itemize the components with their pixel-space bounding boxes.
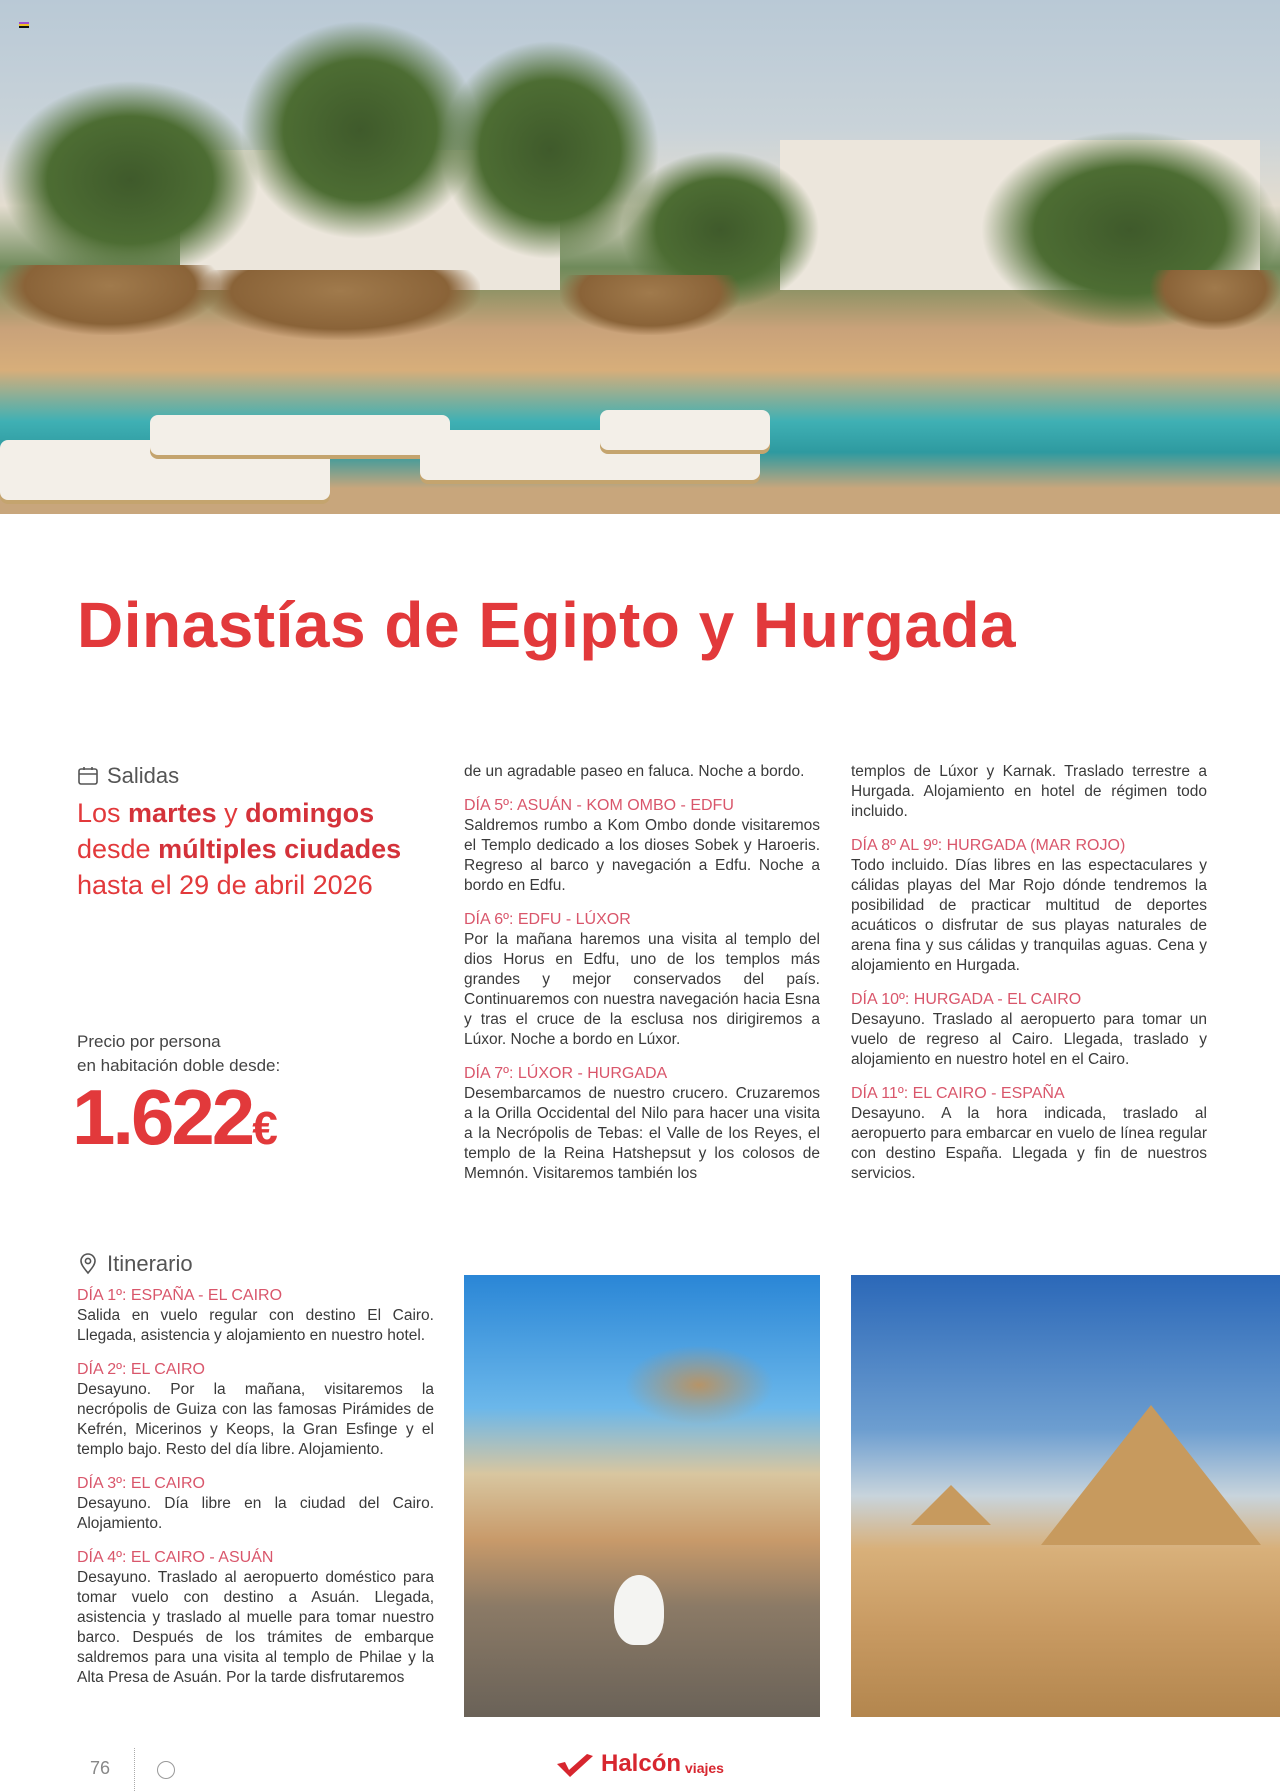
salidas-day: domingos [245, 798, 375, 828]
day-text: templos de Lúxor y Karnak. Traslado terrestre a Hurgada. Alojamiento en hotel de régimen todo incluido. [851, 763, 1207, 820]
day-text: Desayuno. Traslado al aeropuerto para tomar un vuelo de regreso al Cairo. Llegada, traslado y alojamiento en nuestro hotel en el Cairo. [851, 1011, 1207, 1068]
day-text: Desayuno. A la hora indicada, traslado al aeropuerto para embarcar en vuelo de línea regular con destino España. Llegada y fin de nuestros servicios. [851, 1105, 1207, 1182]
day-heading: DÍA 10º: HURGADA - EL CAIRO [851, 991, 1082, 1008]
salidas-part: y [216, 798, 246, 828]
hero-photo-resort-beach [0, 0, 1280, 514]
brand-suffix: viajes [685, 1760, 724, 1776]
day-text: Desembarcamos de nuestro crucero. Cruzaremos a la Orilla Occidental del Nilo para hacer una visita a la Necrópolis de Tebas: el Valle de los Reyes, el templo de la Reina Hatshepsut y los colosos de Memnón. Visitaremos también los [464, 1085, 820, 1182]
price-label [77, 1030, 280, 1078]
day-text: Salida en vuelo regular con destino El Cairo. Llegada, asistencia y alojamiento en nuestro hotel. [77, 1307, 434, 1344]
brand-name: Halcón [601, 1750, 682, 1777]
day-heading: DÍA 5º: ASUÁN - KOM OMBO - EDFU [464, 797, 734, 814]
day-text: Todo incluido. Días libres en las espectaculares y cálidas playas del Mar Rojo dónde tendremos la posibilidad de practicar multitud de deportes acuáticos o disfrutar de sus playas naturales de arena fina y sus cálidas y tranquilas aguas. Cena y alojamiento en Hurgada. [851, 857, 1207, 974]
salidas-cities: múltiples ciudades [158, 834, 402, 864]
day-heading: DÍA 1º: ESPAÑA - EL CAIRO [77, 1287, 283, 1304]
halcon-viajes-logo [555, 1750, 724, 1778]
day-text: de un agradable paseo en faluca. Noche a bordo. [464, 763, 805, 780]
price-value [72, 1072, 278, 1163]
salidas-text [77, 795, 417, 903]
itinerario-label: Itinerario [107, 1251, 193, 1276]
day-heading: DÍA 8º AL 9º: HURGADA (MAR ROJO) [851, 837, 1126, 854]
price-label-line2: en habitación doble desde: [77, 1056, 281, 1075]
price-currency: € [252, 1102, 278, 1154]
day-text: Desayuno. Traslado al aeropuerto doméstico para tomar vuelo con destino a Asuán. Llegada, asistencia y traslado al muelle para tomar nuestro barco. Después de los trámites de embarque saldremos para una visita al templo de Philae y la Alta Presa de Asuán. Por la tarde disfrutaremos [77, 1569, 434, 1686]
page-title: Dinastías de Egipto y Hurgada [77, 589, 1017, 661]
calendar-icon [77, 765, 99, 787]
day-text: Por la mañana haremos una visita al templo del dios Horus en Edfu, uno de los templos más grandes y mejor conservados del país. Continuaremos con nuestra navegación hacia Esna y tras el cruce de la esclusa nos dirigiremos a Lúxor. Noche a bordo en Lúxor. [464, 931, 820, 1048]
page-number: 76 [90, 1758, 111, 1778]
location-pin-icon [77, 1253, 99, 1275]
price-label-line1: Precio por persona [77, 1032, 221, 1051]
day-heading: DÍA 3º: EL CAIRO [77, 1475, 205, 1492]
itinerario-heading [77, 1251, 193, 1277]
itinerary-column-3 [851, 762, 1207, 1184]
salidas-date: hasta el 29 de abril 2026 [77, 870, 373, 900]
salidas-label: Salidas [107, 763, 180, 788]
circle-icon [157, 1761, 175, 1779]
photo-pyramids [851, 1275, 1280, 1717]
photo-beach-heron [464, 1275, 820, 1717]
day-heading: DÍA 4º: EL CAIRO - ASUÁN [77, 1549, 274, 1566]
footer-divider [134, 1748, 135, 1791]
day-heading: DÍA 7º: LÚXOR - HURGADA [464, 1065, 668, 1082]
itinerary-column-1 [77, 1286, 434, 1688]
price-amount: 1.622 [72, 1073, 253, 1161]
day-text: Desayuno. Por la mañana, visitaremos la necrópolis de Guiza con las famosas Pirámides de Kefrén, Micerinos y Keops, la Gran Esfinge y el templo bajo. Resto del día libre. Alojamiento. [77, 1381, 434, 1458]
itinerary-column-2 [464, 762, 820, 1184]
flag-icon [19, 22, 29, 28]
day-heading: DÍA 6º: EDFU - LÚXOR [464, 911, 631, 928]
checkmark-logo-icon [555, 1752, 597, 1778]
day-heading: DÍA 2º: EL CAIRO [77, 1361, 205, 1378]
salidas-day: martes [128, 798, 217, 828]
salidas-heading [77, 763, 179, 789]
salidas-part: desde [77, 834, 159, 864]
salidas-part: Los [77, 798, 129, 828]
day-text: Saldremos rumbo a Kom Ombo donde visitaremos el Templo dedicado a los dioses Sobek y Haroeris. Regreso al barco y navegación a Edfu. Noche a bordo en Edfu. [464, 817, 820, 894]
day-text: Desayuno. Día libre en la ciudad del Cairo. Alojamiento. [77, 1495, 434, 1532]
day-heading: DÍA 11º: EL CAIRO - ESPAÑA [851, 1085, 1065, 1102]
